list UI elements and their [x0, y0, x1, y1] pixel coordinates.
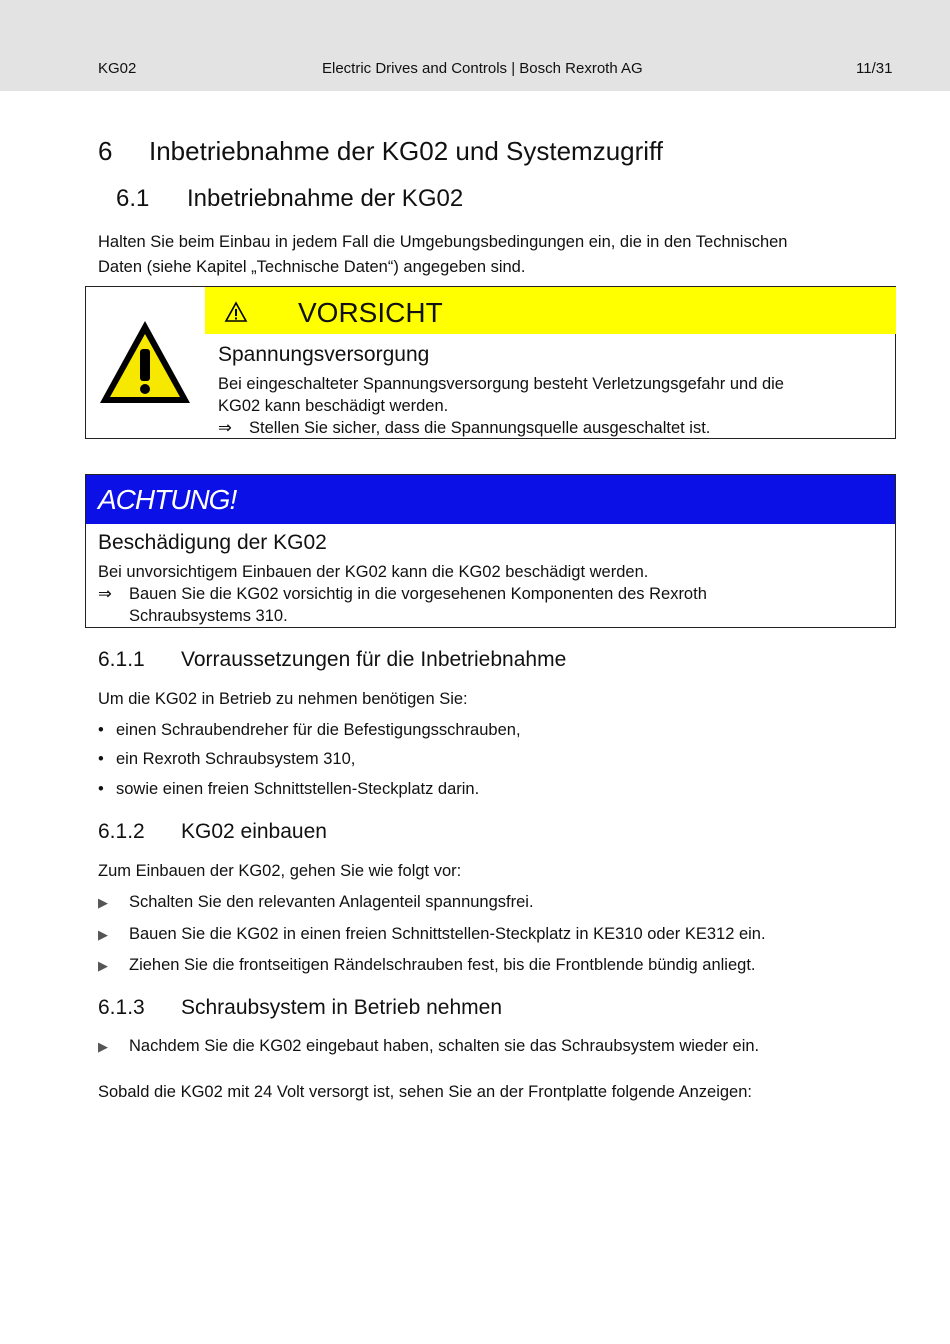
- subsection-title: Schraubsystem in Betrieb nehmen: [181, 996, 502, 1019]
- step-text: Ziehen Sie die frontseitigen Rändelschrauben fest, bis die Frontblende bündig anliegt.: [129, 956, 756, 974]
- subsection-number: 6.1.2: [98, 820, 145, 843]
- chapter-heading: [98, 136, 663, 167]
- subsection-number: 6.1.1: [98, 648, 145, 671]
- implies-arrow-icon: ⇒: [218, 419, 232, 437]
- notice-heading: Beschädigung der KG02: [98, 531, 327, 554]
- step-text: Nachdem Sie die KG02 eingebaut haben, schalten sie das Schraubsystem wieder ein.: [129, 1037, 760, 1055]
- notice-action-text: Bauen Sie die KG02 vorsichtig in die vorgesehenen Komponenten des Rexroth: [129, 585, 707, 603]
- notice-box: [85, 474, 896, 628]
- notice-title: ACHTUNG!: [98, 484, 237, 515]
- caution-title: VORSICHT: [298, 297, 443, 328]
- step-item: [98, 1037, 759, 1056]
- intro-paragraph: [98, 230, 898, 280]
- bullet-icon: •: [98, 721, 104, 739]
- subsection-heading-611: [98, 648, 566, 672]
- intro-line: Daten (siehe Kapitel „Technische Daten“) angegeben sind.: [98, 258, 526, 276]
- closing-paragraph: Sobald die KG02 mit 24 Volt versorgt ist, sehen Sie an der Frontplatte folgende Anzeigen:: [98, 1083, 752, 1101]
- header-page-number: 11/31: [856, 60, 893, 77]
- bullet-icon: •: [98, 780, 104, 798]
- step-text: Bauen Sie die KG02 in einen freien Schnittstellen-Steckplatz in KE310 oder KE312 ein.: [129, 925, 766, 943]
- list-item: [98, 721, 521, 740]
- notice-action: [98, 583, 707, 605]
- intro-line: Halten Sie beim Einbau in jedem Fall die Umgebungsbedingungen ein, die in den Technischen: [98, 233, 788, 251]
- step-triangle-icon: ▶: [98, 895, 108, 910]
- caution-text: [218, 373, 784, 439]
- step-item: [98, 956, 756, 975]
- step-text: Schalten Sie den relevanten Anlagenteil spannungsfrei.: [129, 893, 534, 911]
- notice-text: [98, 561, 707, 627]
- subsection-heading-612: [98, 820, 327, 844]
- chapter-title: Inbetriebnahme der KG02 und Systemzugriff: [149, 136, 664, 166]
- header-company: Electric Drives and Controls | Bosch Rexroth AG: [322, 60, 643, 77]
- caution-action: [218, 417, 784, 439]
- small-warning-icon: [224, 301, 248, 323]
- implies-arrow-icon: ⇒: [98, 585, 112, 603]
- caution-icon-cell: [86, 287, 205, 438]
- notice-action-cont: Schraubsystems 310.: [129, 607, 288, 625]
- notice-text-line: Bei unvorsichtigem Einbauen der KG02 kann die KG02 beschädigt werden.: [98, 563, 649, 581]
- step-triangle-icon: ▶: [98, 1039, 108, 1054]
- subsection-title: Vorraussetzungen für die Inbetriebnahme: [181, 648, 567, 671]
- caution-text-line: KG02 kann beschädigt werden.: [218, 397, 449, 415]
- list-item-text: sowie einen freien Schnittstellen-Steckplatz darin.: [116, 780, 480, 798]
- subsection-number: 6.1.3: [98, 996, 145, 1019]
- caution-action-text: Stellen Sie sicher, dass die Spannungsquelle ausgeschaltet ist.: [249, 419, 711, 437]
- section-title: Inbetriebnahme der KG02: [187, 185, 464, 212]
- section-number: 6.1: [116, 185, 150, 212]
- step-triangle-icon: ▶: [98, 927, 108, 942]
- warning-triangle-icon: [96, 317, 194, 407]
- caution-box: [85, 286, 896, 439]
- caution-title-bar: [205, 287, 896, 334]
- subsection-heading-613: [98, 996, 502, 1020]
- list-item: [98, 750, 355, 769]
- list-item: [98, 780, 479, 799]
- step-item: [98, 893, 534, 912]
- subsection-title: KG02 einbauen: [181, 820, 327, 843]
- caution-heading: Spannungsversorgung: [218, 343, 430, 366]
- page-header: [0, 0, 950, 91]
- step-item: [98, 925, 766, 944]
- subsection-intro: Um die KG02 in Betrieb zu nehmen benötigen Sie:: [98, 690, 468, 708]
- notice-title-bar: [86, 475, 895, 524]
- step-triangle-icon: ▶: [98, 958, 108, 973]
- list-item-text: ein Rexroth Schraubsystem 310,: [116, 750, 356, 768]
- caution-text-line: Bei eingeschalteter Spannungsversorgung besteht Verletzungsgefahr und die: [218, 375, 784, 393]
- subsection-intro: Zum Einbauen der KG02, gehen Sie wie folgt vor:: [98, 862, 462, 880]
- chapter-number: 6: [98, 136, 113, 166]
- header-doc-id: KG02: [98, 60, 137, 77]
- bullet-icon: •: [98, 750, 104, 768]
- list-item-text: einen Schraubendreher für die Befestigungsschrauben,: [116, 721, 521, 739]
- section-heading: [116, 185, 463, 213]
